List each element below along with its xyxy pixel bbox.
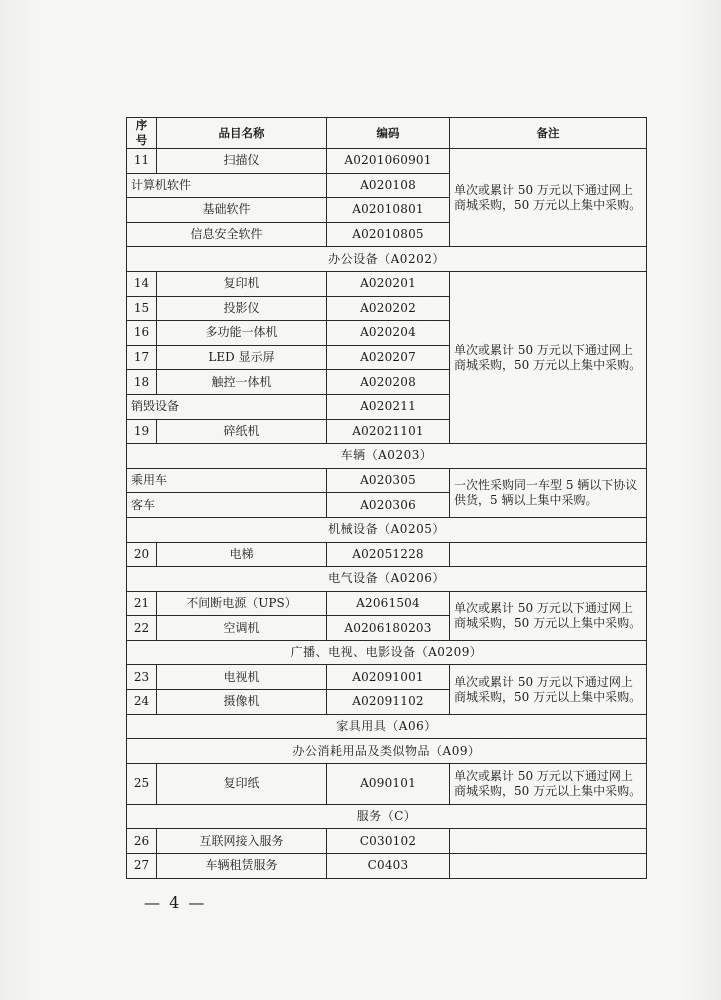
row-name: 多功能一体机	[157, 321, 327, 346]
row-code: A020108	[327, 173, 450, 198]
table-row	[127, 763, 647, 804]
row-code: A020201	[327, 271, 450, 296]
row-name: 触控一体机	[157, 370, 327, 395]
row-code: A02091102	[327, 690, 450, 715]
row-no: 11	[127, 149, 157, 174]
page-number: — 4 —	[144, 893, 207, 912]
row-code: A02010801	[327, 198, 450, 223]
category-row	[127, 247, 647, 272]
table-row	[127, 665, 647, 690]
row-no: 14	[127, 271, 157, 296]
row-no: 24	[127, 690, 157, 715]
row-name: 复印纸	[157, 763, 327, 804]
row-note: 单次或累计 50 万元以下通过网上商城采购，50 万元以上集中采购。	[450, 271, 647, 443]
row-note-empty	[450, 854, 647, 879]
category-row	[127, 640, 647, 665]
row-name: 销毁设备	[127, 394, 327, 419]
row-no: 23	[127, 665, 157, 690]
row-no: 22	[127, 616, 157, 641]
row-code: C0403	[327, 854, 450, 879]
row-name: 电梯	[157, 542, 327, 567]
row-no: 18	[127, 370, 157, 395]
row-note: 一次性采购同一车型 5 辆以下协议供货，5 辆以上集中采购。	[450, 468, 647, 517]
row-name: 计算机软件	[127, 173, 327, 198]
category-label: 广播、电视、电影设备（A0209）	[127, 640, 647, 665]
row-note: 单次或累计 50 万元以下通过网上商城采购，50 万元以上集中采购。	[450, 665, 647, 714]
row-no: 25	[127, 763, 157, 804]
table-row	[127, 591, 647, 616]
category-label: 电气设备（A0206）	[127, 567, 647, 592]
header-name: 品目名称	[157, 118, 327, 149]
category-label: 办公消耗用品及类似物品（A09）	[127, 739, 647, 764]
category-label: 服务（C）	[127, 804, 647, 829]
row-no: 19	[127, 419, 157, 444]
table-header-row	[127, 118, 647, 149]
row-name: 车辆租赁服务	[157, 854, 327, 879]
row-name: 信息安全软件	[127, 222, 327, 247]
category-label: 车辆（A0203）	[127, 444, 647, 469]
row-code: A020306	[327, 493, 450, 518]
category-row	[127, 804, 647, 829]
row-note-empty	[450, 829, 647, 854]
row-name: 乘用车	[127, 468, 327, 493]
table-row	[127, 829, 647, 854]
header-code: 编码	[327, 118, 450, 149]
row-code: A02091001	[327, 665, 450, 690]
table-row	[127, 468, 647, 493]
procurement-catalog-table	[126, 117, 647, 879]
row-no: 17	[127, 345, 157, 370]
row-code: C030102	[327, 829, 450, 854]
category-label: 家具用具（A06）	[127, 714, 647, 739]
row-no: 27	[127, 854, 157, 879]
row-name: 互联网接入服务	[157, 829, 327, 854]
category-row	[127, 444, 647, 469]
category-label: 机械设备（A0205）	[127, 517, 647, 542]
row-no: 21	[127, 591, 157, 616]
category-row	[127, 567, 647, 592]
row-name: 碎纸机	[157, 419, 327, 444]
row-code: A090101	[327, 763, 450, 804]
row-code: A020211	[327, 394, 450, 419]
row-name: 空调机	[157, 616, 327, 641]
category-label: 办公设备（A0202）	[127, 247, 647, 272]
table-row	[127, 271, 647, 296]
row-code: A2061504	[327, 591, 450, 616]
row-name: 不间断电源（UPS）	[157, 591, 327, 616]
row-no: 16	[127, 321, 157, 346]
category-row	[127, 517, 647, 542]
category-row	[127, 714, 647, 739]
row-name: 电视机	[157, 665, 327, 690]
row-code: A020202	[327, 296, 450, 321]
row-note: 单次或累计 50 万元以下通过网上商城采购，50 万元以上集中采购。	[450, 591, 647, 640]
row-name: 复印机	[157, 271, 327, 296]
row-name: 客车	[127, 493, 327, 518]
row-code: A02051228	[327, 542, 450, 567]
table-row	[127, 542, 647, 567]
row-name: LED 显示屏	[157, 345, 327, 370]
row-code: A0206180203	[327, 616, 450, 641]
row-no: 26	[127, 829, 157, 854]
row-name: 投影仪	[157, 296, 327, 321]
row-code: A020207	[327, 345, 450, 370]
table-row	[127, 854, 647, 879]
row-no: 15	[127, 296, 157, 321]
category-row	[127, 739, 647, 764]
row-note-empty	[450, 542, 647, 567]
header-no: 序号	[127, 118, 157, 149]
header-note: 备注	[450, 118, 647, 149]
row-code: A020305	[327, 468, 450, 493]
row-no: 20	[127, 542, 157, 567]
row-code: A020208	[327, 370, 450, 395]
row-code: A02010805	[327, 222, 450, 247]
row-code: A02021101	[327, 419, 450, 444]
row-name: 基础软件	[127, 198, 327, 223]
row-code: A020204	[327, 321, 450, 346]
row-name: 摄像机	[157, 690, 327, 715]
row-name: 扫描仪	[157, 149, 327, 174]
row-code: A0201060901	[327, 149, 450, 174]
row-note: 单次或累计 50 万元以下通过网上商城采购，50 万元以上集中采购。	[450, 763, 647, 804]
row-note: 单次或累计 50 万元以下通过网上商城采购，50 万元以上集中采购。	[450, 149, 647, 247]
table-row	[127, 149, 647, 174]
